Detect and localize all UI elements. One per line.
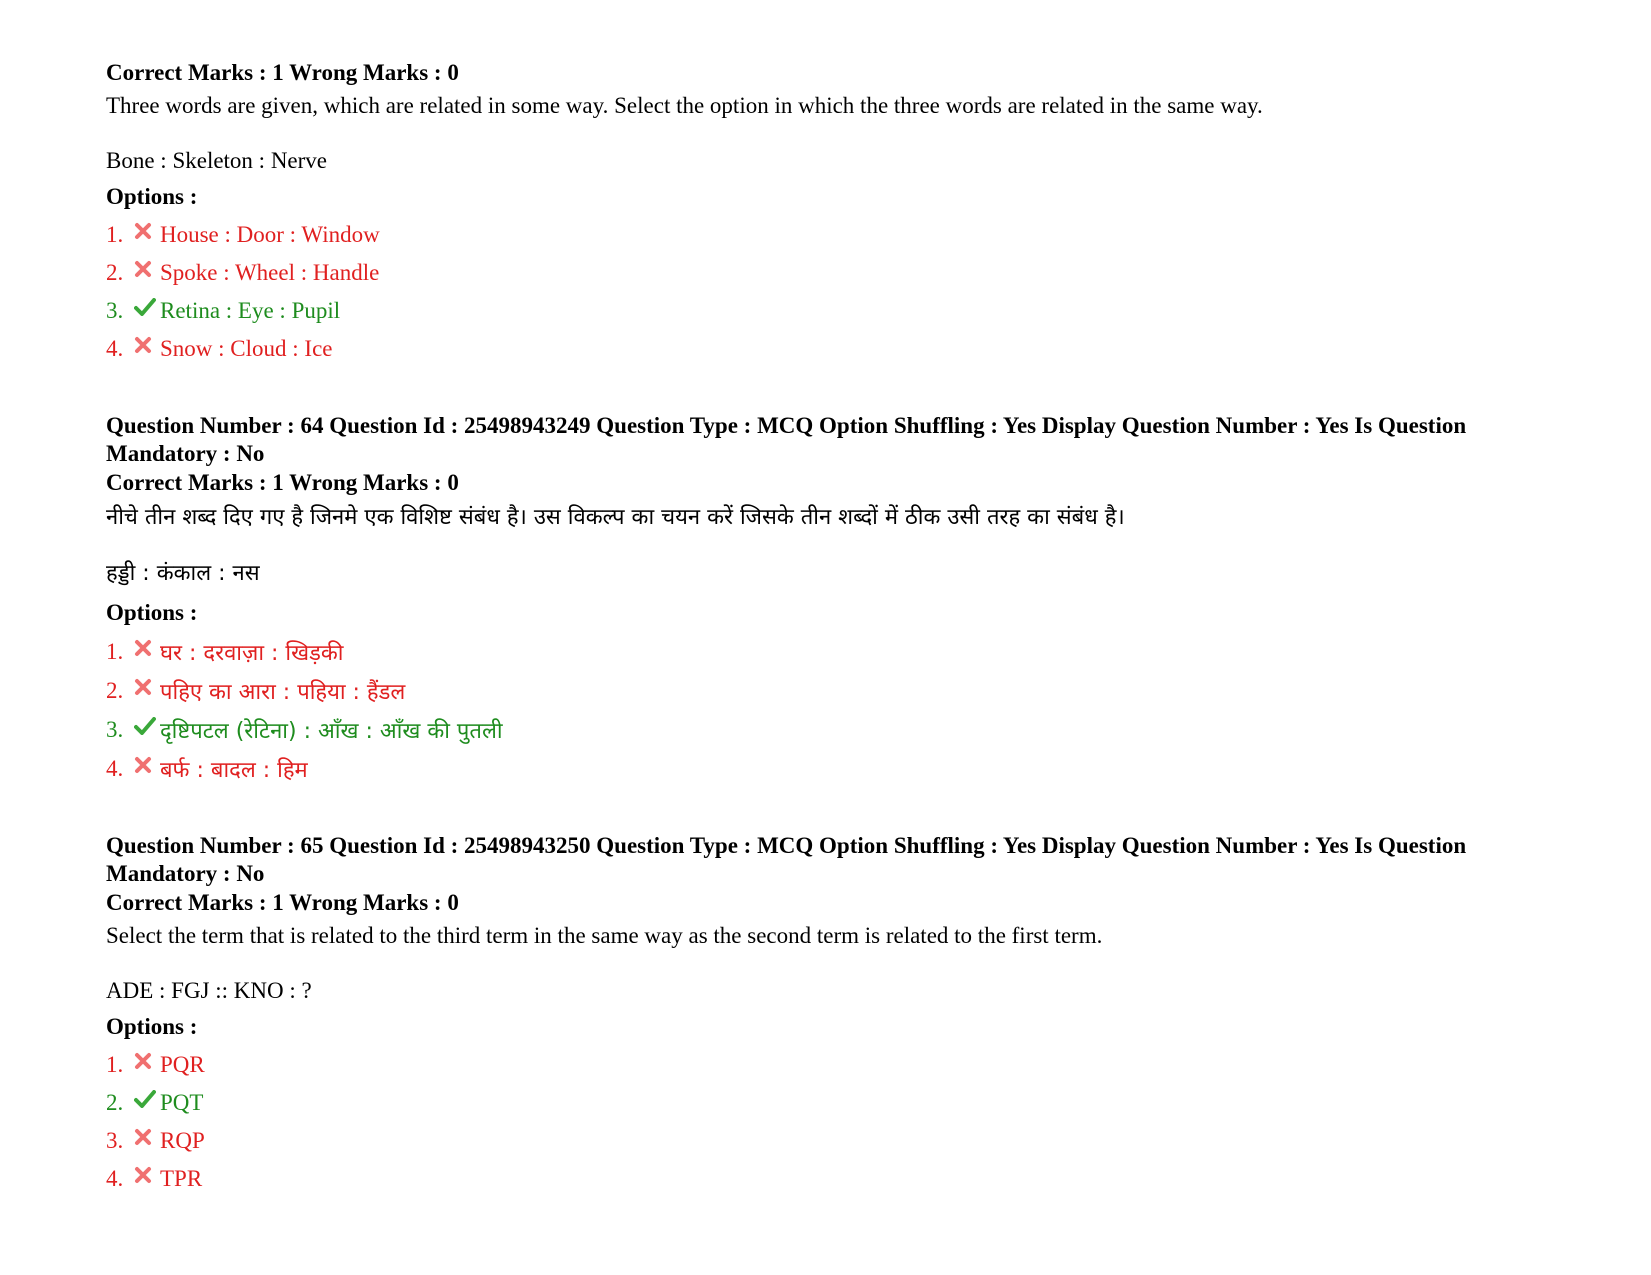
check-icon [134, 715, 152, 733]
options-label: Options : [106, 184, 198, 209]
question-paper-page [106, 58, 1546, 1198]
check-icon [134, 296, 152, 314]
option-item [106, 1122, 1546, 1160]
option-item [106, 1046, 1546, 1084]
cross-icon [134, 754, 152, 772]
option-text: RQP [160, 1128, 205, 1153]
question-header: Question Number : 64 Question Id : 25498943249 Question Type : MCQ Option Shuffling : Yes Display Question Number : Yes Is Question Mandatory : No [106, 413, 1467, 466]
option-item [106, 216, 1546, 254]
question-stem: हड्डी : कंकाल : नस [106, 561, 260, 586]
option-number: 2. [106, 1090, 124, 1115]
option-item [106, 749, 1546, 788]
cross-icon [134, 220, 152, 238]
option-number: 4. [106, 1166, 124, 1191]
option-text: TPR [160, 1166, 203, 1191]
marks-line: Correct Marks : 1 Wrong Marks : 0 [106, 60, 459, 85]
option-number: 3. [106, 298, 124, 323]
option-item [106, 254, 1546, 292]
option-text: घर : दरवाज़ा : खिड़की [160, 640, 344, 666]
option-number: 1. [106, 638, 124, 664]
marks-line: Correct Marks : 1 Wrong Marks : 0 [106, 470, 459, 495]
question-stem: ADE : FGJ :: KNO : ? [106, 978, 312, 1003]
options-list [106, 216, 1546, 368]
question-stem: Bone : Skeleton : Nerve [106, 148, 328, 173]
question-block-65 [106, 832, 1546, 1198]
check-icon [134, 1088, 152, 1106]
question-text: Select the term that is related to the third term in the same way as the second term is related to the first term. [106, 923, 1103, 948]
option-item [106, 330, 1546, 368]
option-text: दृष्टिपटल (रेटिना) : आँख : आँख की पुतली [160, 718, 503, 744]
option-number: 4. [106, 755, 124, 781]
option-item [106, 671, 1546, 710]
option-item [106, 1160, 1546, 1198]
option-text: PQT [160, 1090, 204, 1115]
option-number: 1. [106, 222, 124, 247]
option-item [106, 292, 1546, 330]
option-item [106, 632, 1546, 671]
option-text: पहिए का आरा : पहिया : हैंडल [160, 679, 406, 705]
options-label: Options : [106, 1014, 198, 1039]
question-header: Question Number : 65 Question Id : 25498943250 Question Type : MCQ Option Shuffling : Yes Display Question Number : Yes Is Question Mandatory : No [106, 833, 1467, 886]
cross-icon [134, 676, 152, 694]
question-block-63 [106, 58, 1546, 368]
cross-icon [134, 334, 152, 352]
question-text: Three words are given, which are related in some way. Select the option in which the three words are related in the same way. [106, 93, 1263, 118]
option-text: Spoke : Wheel : Handle [160, 260, 380, 285]
option-number: 3. [106, 716, 124, 742]
cross-icon [134, 1164, 152, 1182]
option-number: 2. [106, 677, 124, 703]
options-label: Options : [106, 600, 198, 625]
cross-icon [134, 637, 152, 655]
option-number: 4. [106, 336, 124, 361]
option-text: बर्फ : बादल : हिम [160, 757, 308, 783]
cross-icon [134, 1126, 152, 1144]
options-list [106, 632, 1546, 788]
marks-line: Correct Marks : 1 Wrong Marks : 0 [106, 890, 459, 915]
option-item [106, 710, 1546, 749]
question-block-64 [106, 412, 1546, 788]
cross-icon [134, 258, 152, 276]
option-number: 3. [106, 1128, 124, 1153]
option-number: 1. [106, 1052, 124, 1077]
option-text: Snow : Cloud : Ice [160, 336, 333, 361]
options-list [106, 1046, 1546, 1198]
question-text: नीचे तीन शब्द दिए गए है जिनमे एक विशिष्ट संबंध है। उस विकल्प का चयन करें जिसके तीन शब्दों में ठीक उसी तरह का संबंध है। [106, 505, 1125, 530]
option-text: PQR [160, 1052, 205, 1077]
option-text: House : Door : Window [160, 222, 380, 247]
option-number: 2. [106, 260, 124, 285]
option-text: Retina : Eye : Pupil [160, 298, 341, 323]
option-item [106, 1084, 1546, 1122]
cross-icon [134, 1050, 152, 1068]
